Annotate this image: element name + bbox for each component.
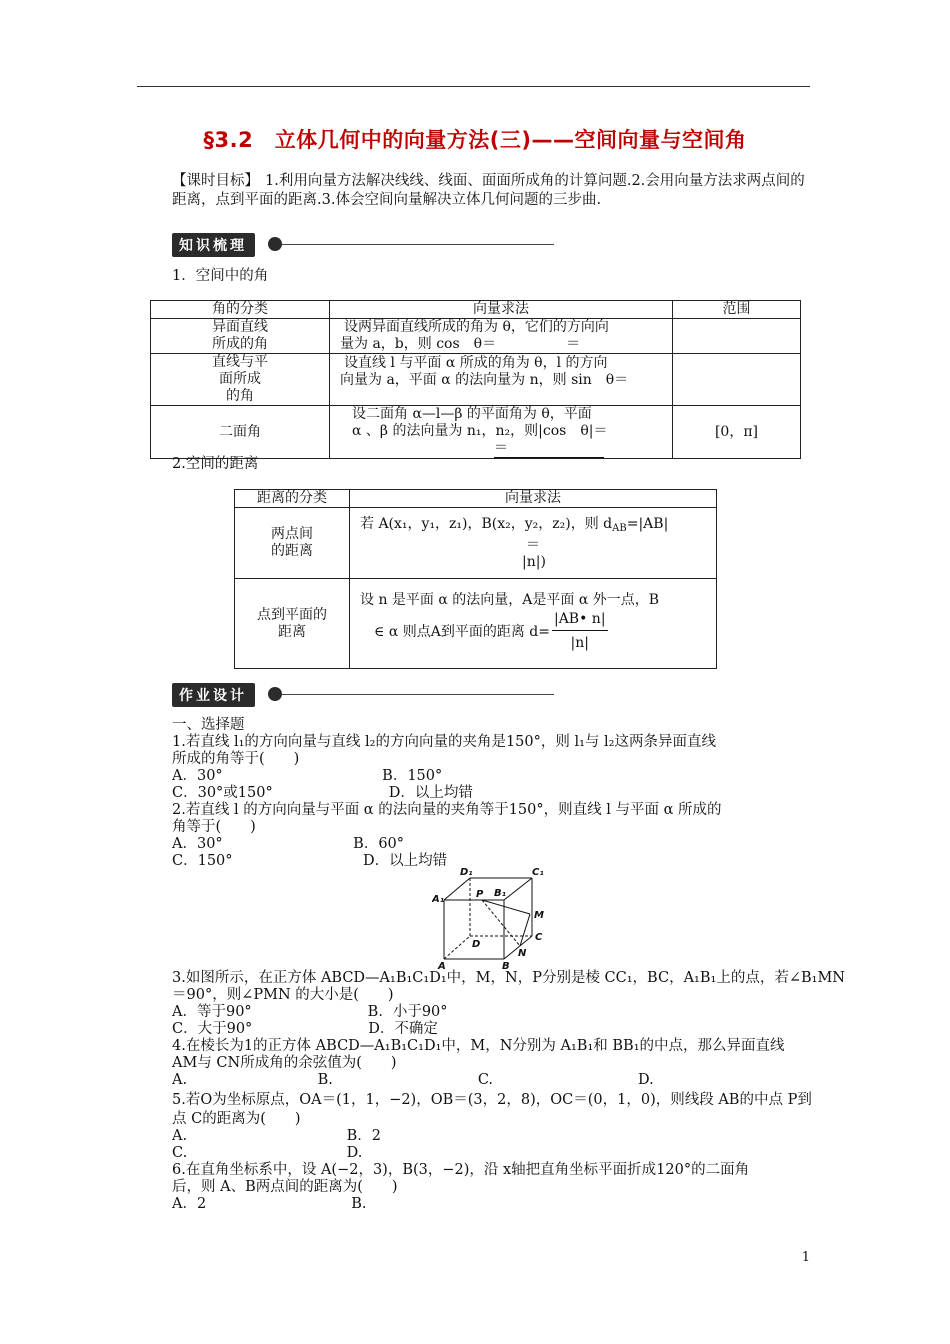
section-homework-header [172,683,557,705]
table-cell [330,354,673,406]
question-line: C. D. [172,1145,363,1161]
figure-label: B [502,961,510,970]
method-text: ＝ [494,440,604,458]
question-line: A．等于90° B．小于90° [172,1004,448,1020]
method-text: 量为 a，b，则 cos θ＝ ＝ [340,336,581,352]
figure-label: C₁ [532,867,544,878]
question-line: A. B. C. D. [172,1072,654,1088]
question-line: A．30° B．60° [172,836,405,852]
subscript: AB [612,522,627,534]
figure-label: A [438,961,446,970]
method-text: 设直线 l 与平面 α 所成的角为 θ，l 的方向 [344,354,608,371]
method-text: |n|) [522,553,546,570]
method-text: α 、β 的法向量为 n₁，n₂，则|cos θ|＝ [352,423,608,439]
table-cell: 二面角 [151,406,330,459]
question-line: A．2 B. [172,1196,367,1212]
table-header: 角的分类 [151,301,330,319]
figure-label: D [472,939,481,950]
method-text: 设 n 是平面 α 的法向量，A是平面 α 外一点，B [360,591,660,608]
item-spatial-angle: 1．空间中的角 [172,268,269,284]
question-line: C．30°或150° D．以上均错 [172,785,473,801]
question-line: 角等于( ) [172,819,256,835]
question-line: 5.若O为坐标原点，OA＝(1，1，−2)，OB＝(3，2，8)，OC＝(0，1，0)，则线段 AB的中点 P到 [172,1092,812,1108]
section-rule [282,244,554,245]
cube-figure [432,866,552,970]
question-line: C．大于90° D．不确定 [172,1021,438,1037]
question-line: 6.在直角坐标系中，设 A(−2，3)，B(3，−2)，沿 x轴把直角坐标平面折成120°的二面角 [172,1162,750,1178]
section-knowledge-header [172,233,557,255]
question-line: 3.如图所示，在正方体 ABCD—A₁B₁C₁D₁中，M，N，P分别是棱 CC₁，BC，A₁B₁上的点，若∠B₁MN [172,970,845,986]
question-line: 1.若直线 l₁的方向向量与直线 l₂的方向向量的夹角是150°，则 l₁与 l₂这两条异面直线 [172,734,716,750]
table-cell: 点到平面的 距离 [235,579,350,669]
question-line: C．150° D．以上均错 [172,853,448,869]
table-cell: [0，π] [673,406,801,459]
figure-label: N [518,948,527,959]
figure-label: M [534,910,544,921]
table-cell [673,319,801,354]
question-line: ＝90°，则∠PMN 的大小是( ) [172,987,394,1003]
page-title: §3.2 立体几何中的向量方法(三)——空间向量与空间角 [203,128,747,152]
fraction-numerator: |AB• n| [552,609,608,631]
section-rule [282,694,554,695]
table-cell: 异面直线 所成的角 [151,319,330,354]
section-tag: 作业设计 [172,683,255,707]
goal-text: 1.利用向量方法解决线线、线面、面面所成角的计算问题.2.会用向量方法求两点间的距离，点到平面的距离.3.体会空间向量解决立体几何问题的三步曲. [172,173,805,208]
table-cell [673,354,801,406]
question-line: A．30° B．150° [172,768,443,784]
figure-label: P [476,889,484,900]
method-text: 设两异面直线所成的角为 θ，它们的方向向 [344,319,609,335]
question-line: AM与 CN所成角的余弦值为( ) [172,1055,397,1071]
method-text: ＝ [526,536,540,553]
table-cell: 两点间 的距离 [235,508,350,579]
goal-label: 【课时目标】 [172,173,259,189]
distance-table [234,489,717,669]
question-line: 点 C的距离为( ) [172,1111,301,1127]
bullet-dot-icon [268,687,282,701]
question-line: 一、选择题 [172,717,245,733]
fraction-denominator: |n| [570,634,589,651]
question-line: 4.在棱长为1的正方体 ABCD—A₁B₁C₁D₁中，M，N分别为 A₁B₁和 BB₁的中点，那么异面直线 [172,1038,785,1054]
method-text: 设二面角 α—l—β 的平面角为 θ，平面 [352,406,592,422]
page-number: 1 [801,1250,810,1265]
table-header: 范围 [673,301,801,319]
distance-fraction [552,609,608,656]
item-spatial-distance: 2.空间的距离 [172,456,259,472]
angle-table [150,300,801,459]
header-rule [137,86,810,87]
table-header: 向量求法 [350,490,717,508]
table-cell [350,579,717,669]
lesson-goal [172,172,812,210]
table-cell [350,508,717,579]
table-header: 向量求法 [330,301,673,319]
table-header: 距离的分类 [235,490,350,508]
bullet-dot-icon [268,237,282,251]
section-tag: 知识梳理 [172,233,255,257]
question-line: 后，则 A、B两点间的距离为( ) [172,1179,398,1195]
table-cell [330,406,673,459]
table-cell: 直线与平 面所成 的角 [151,354,330,406]
figure-label: B₁ [494,888,507,899]
question-line: 2.若直线 l 的方向向量与平面 α 的法向量的夹角等于150°，则直线 l 与平面 α 所成的 [172,802,722,818]
method-text: =|AB| [626,515,669,532]
method-text: ∈ α 则点A到平面的距离 d= [374,623,550,640]
question-line: 所成的角等于( ) [172,751,300,767]
figure-label: A₁ [432,894,445,905]
figure-label: C [535,932,543,943]
table-cell [330,319,673,354]
question-line: A. B．2 [172,1128,381,1144]
figure-label: D₁ [460,867,473,878]
method-text: 若 A(x₁，y₁，z₁)，B(x₂，y₂，z₂)，则 d [360,515,613,532]
method-text: 向量为 a，平面 α 的法向量为 n，则 sin θ＝ [340,371,629,388]
